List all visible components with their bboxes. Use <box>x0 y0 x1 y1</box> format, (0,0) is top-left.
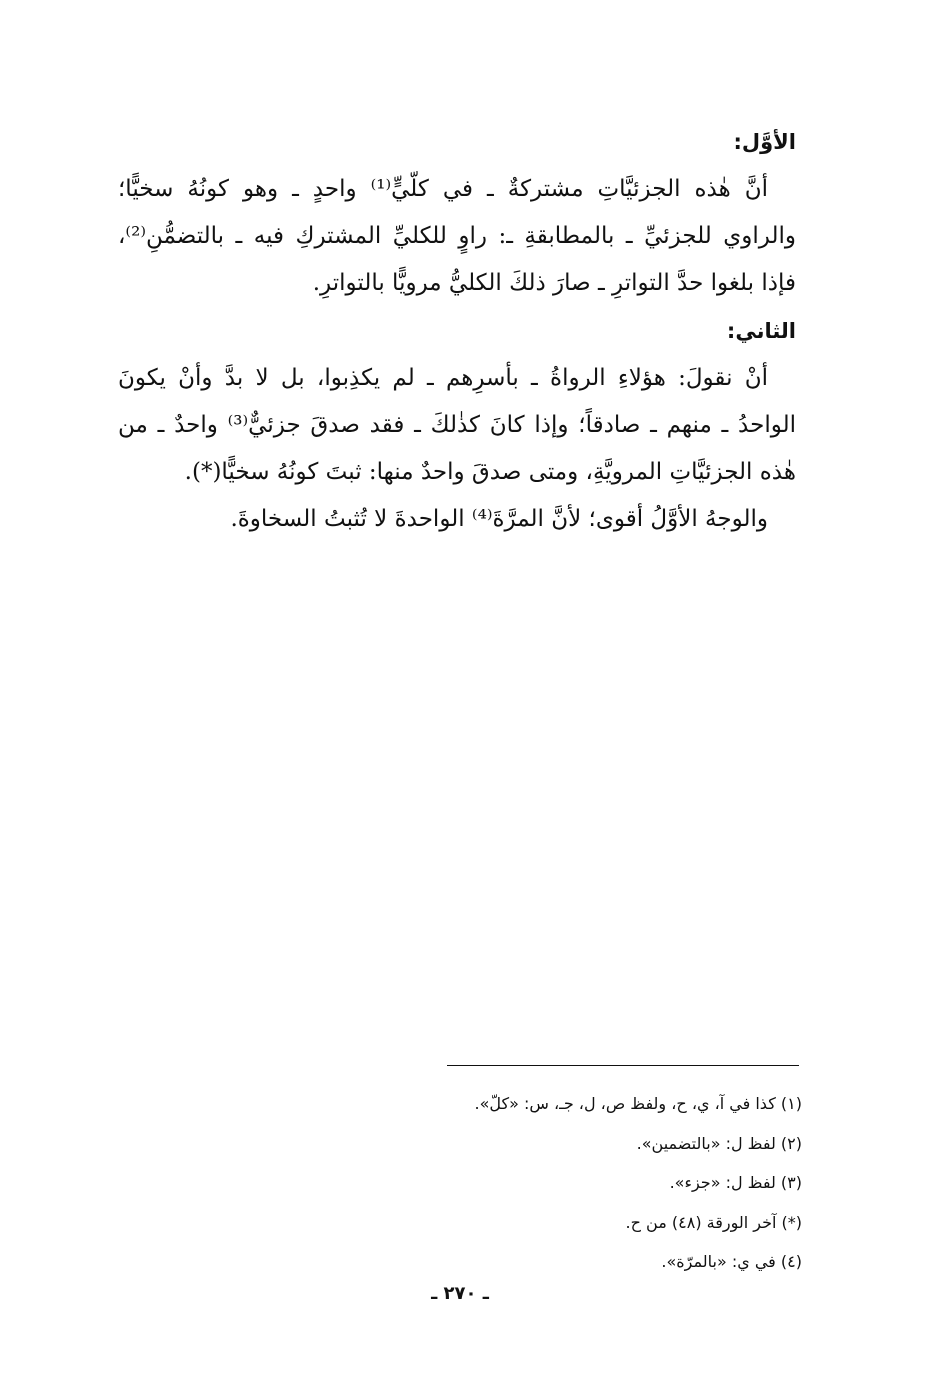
footnote-divider <box>447 1065 799 1066</box>
footnote-4: (٤) في ي: «بالمرّة». <box>661 1252 802 1271</box>
footnote-3: (٣) لفظ ل: «جزء». <box>669 1173 802 1192</box>
paragraph-first: أنَّ هٰذه الجزئيَّاتِ مشتركةٌ ـ في كلّيٍّ⁽¹⁾ واحدٍ ـ وهو كونُهُ سخيًّا؛ والراوي للجزئيِّ ـ بالمطابقةِ ـ: راوٍ للكليِّ المشتركِ فيه ـ بالتضمُّنِ⁽²⁾، فإذا بلغوا حدَّ التواترِ ـ صارَ ذلكَ الكليُّ مرويًّا بالتواترِ. <box>118 176 796 296</box>
main-text <box>118 118 796 543</box>
footnote-star: (*) آخر الورقة (٤٨) من ح. <box>625 1212 802 1232</box>
heading-first: الأوَّل: <box>733 130 796 154</box>
page-number: ـ ٢٧٠ ـ <box>431 1283 489 1304</box>
footnote-2: (٢) لفظ ل: «بالتضمين». <box>636 1133 802 1153</box>
paragraph-second: أنْ نقولَ: هؤلاءِ الرواةُ ـ بأسرِهم ـ لم يكذِبوا، بل لا بدَّ وأنْ يكونَ الواحدُ ـ منهم ـ صادقاً؛ وإذا كانَ كذٰلكَ ـ فقد صدقَ جزئيٌّ⁽³⁾ واحدٌ ـ من هٰذه الجزئيَّاتِ المرويَّةِ، ومتى صدقَ واحدٌ منها: ثبتَ كونُهُ سخيًّا(*). <box>118 365 797 485</box>
heading-second: الثاني: <box>726 319 796 343</box>
footnote-1: (١) كذا في آ، ي، ح، ولفظ ص، ل، جـ، س: «كلّ». <box>474 1094 802 1113</box>
paragraph-third: والوجهُ الأوَّلُ أقوى؛ لأنَّ المرَّةَ⁽⁴⁾ الواحدةَ لا تُثبتُ السخاوةَ. <box>230 506 768 532</box>
footnotes <box>118 1084 802 1282</box>
